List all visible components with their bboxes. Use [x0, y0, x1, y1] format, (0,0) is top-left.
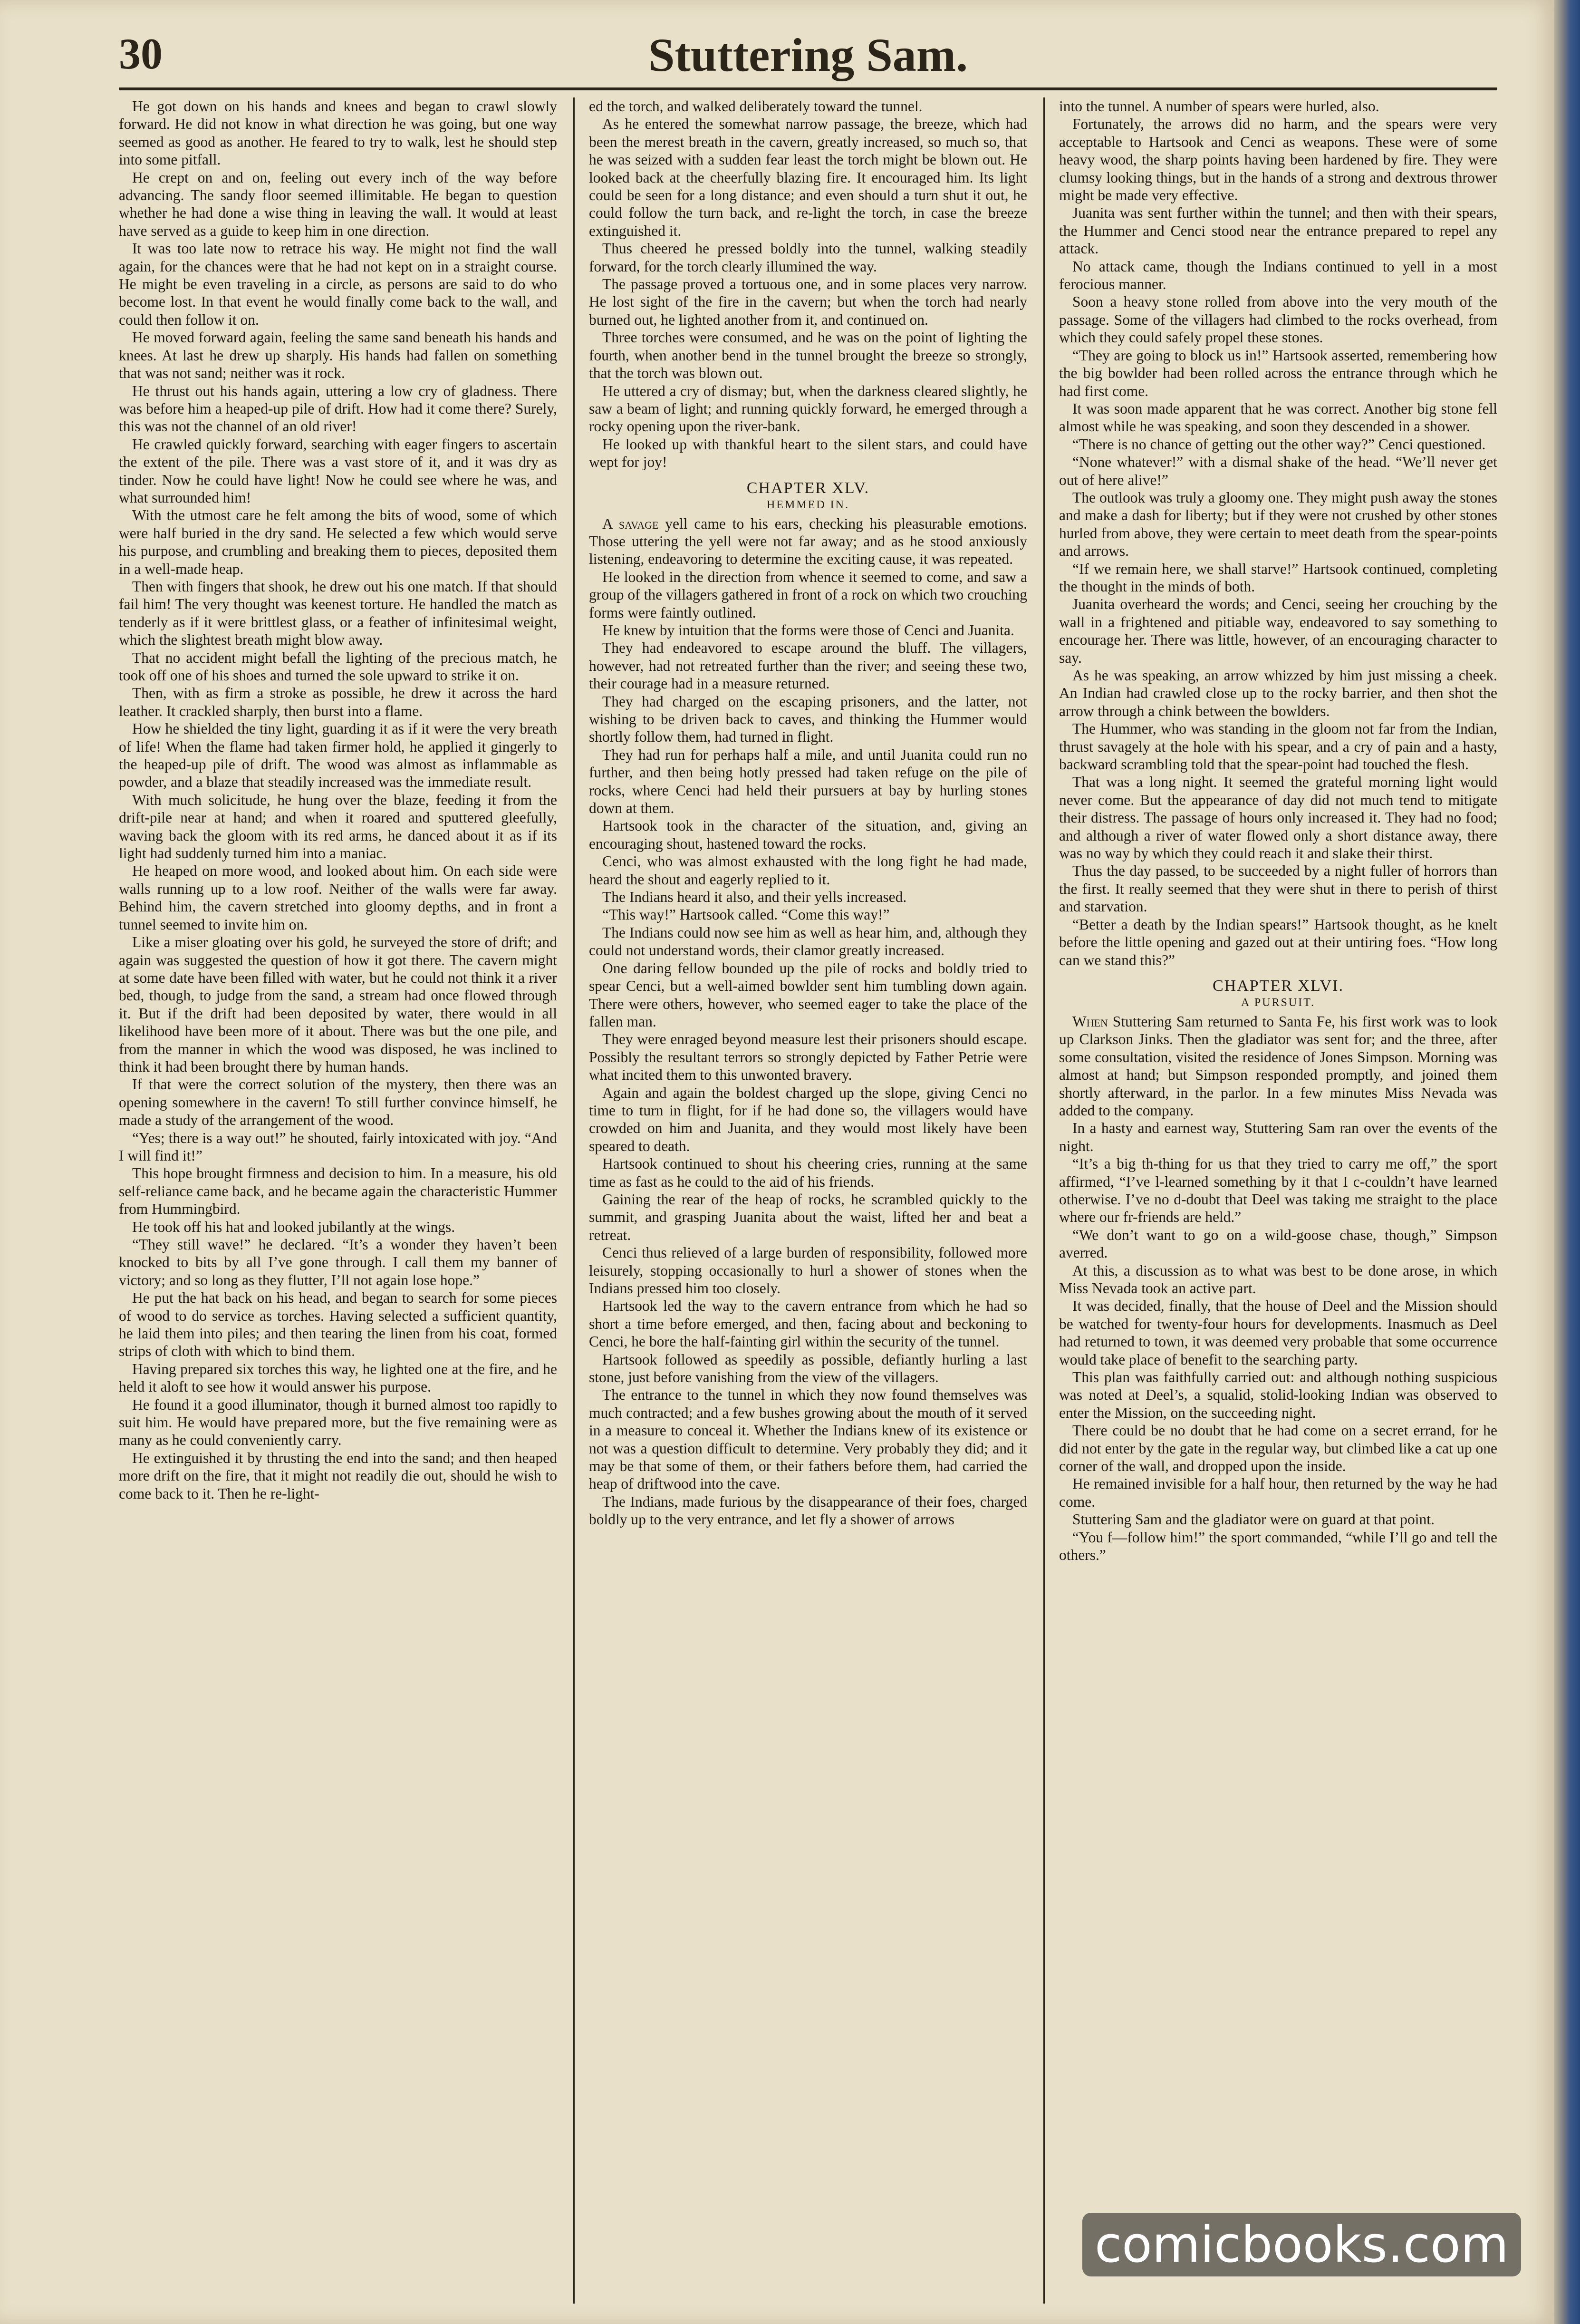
paragraph: Juanita overheard the words; and Cenci, seeing her crouching by the wall in a frightened and pitiable way, endeavored to say something to encourage her. There was little, however, of an encouraging character to say.	[1059, 596, 1497, 666]
paragraph: Stuttering Sam and the gladiator were on guard at that point.	[1072, 1511, 1435, 1528]
paragraph: The passage proved a tortuous one, and in some places very narrow. He lost sight of the fire in the cavern; but when the torch had nearly burned out, he lighted another from it, and continued on.	[589, 276, 1027, 328]
paragraph: He put the hat back on his head, and began to search for some pieces of wood to do service as torches. Having selected a sufficient quantity, he laid them into piles; and then tearing the linen from his coat, formed strips of cloth with which to bind them.	[119, 1289, 557, 1360]
paragraph: How he shielded the tiny light, guarding it as if it were the very breath of life! When the flame had taken firmer hold, he applied it gingerly to the heaped-up pile of drift. The wood was almost as inflammable as powder, and a blaze that steadily increased was the immediate result.	[119, 720, 557, 791]
paragraph: into the tunnel. A number of spears were hurled, also.	[1059, 98, 1379, 115]
paragraph: One daring fellow bounded up the pile of rocks and boldly tried to spear Cenci, but a well-aimed bowlder sent him tumbling down again. There were others, however, who seemed eager to take the place of the fallen man.	[589, 959, 1027, 1030]
paragraph: There could be no doubt that he had come on a secret errand, for he did not enter by the gate in the regular way, but climbed like a cat up one corner of the wall, and dropped upon the inside.	[1059, 1422, 1497, 1475]
paragraph: Soon a heavy stone rolled from above into the very mouth of the passage. Some of the villagers had climbed to the rocks overhead, from which they could safely propel these stones.	[1059, 293, 1497, 346]
paragraph: It was decided, finally, that the house of Deel and the Mission should be watched for twenty-four hours for developments. Inasmuch as Deel had returned to town, it was deemed very probable that some occurrence would take place of benefit to the searching party.	[1059, 1298, 1497, 1368]
paragraph: “They are going to block us in!” Hartsook asserted, remembering how the big bowlder had been rolled across the entrance through which he had first come.	[1059, 347, 1497, 399]
paragraph: “There is no chance of getting out the other way?” Cenci questioned.	[1072, 436, 1486, 453]
paragraph: “If we remain here, we shall starve!” Hartsook continued, completing the thought in the minds of both.	[1059, 560, 1497, 595]
paragraph: He got down on his hands and knees and began to crawl slowly forward. He did not know in what direction he was going, but one way seemed as good as another. He feared to try to walk, lest he should step into some pitfall.	[119, 98, 557, 168]
paragraph: He uttered a cry of dismay; but, when the darkness cleared slightly, he saw a beam of light; and running quickly forward, he emerged through a rocky opening upon the river-bank.	[589, 382, 1027, 435]
paragraph: They had charged on the escaping prisoners, and the latter, not wishing to be driven back to caves, and thinking the Hummer would shortly follow them, had turned in flight.	[589, 693, 1027, 746]
paragraph: “You f—follow him!” the sport commanded, “while I’ll go and tell the others.”	[1059, 1529, 1497, 1564]
paragraph: “We don’t want to go on a wild-goose chase, though,” Simpson averred.	[1059, 1226, 1497, 1261]
paragraph: “This way!” Hartsook called. “Come this way!”	[602, 906, 890, 923]
paragraph: “None whatever!” with a dismal shake of the head. “We’ll never get out of here alive!”	[1059, 454, 1497, 488]
page-header	[119, 24, 1497, 81]
paragraph: Then with fingers that shook, he drew out his one match. If that should fail him! The very thought was keenest torture. He handled the match as tenderly as if it were brittlest glass, or a feather of infinitesimal weight, which the slightest breath might blow away.	[119, 578, 557, 649]
paragraph: If that were the correct solution of the mystery, then there was an opening somewhere in the cavern! To still further convince himself, he made a study of the arrangement of the wood.	[119, 1076, 557, 1129]
chapter-heading: CHAPTER XLV.	[746, 479, 870, 497]
paragraph: The Indians could now see him as well as hear him, and, although they could not understand words, their clamor greatly increased.	[589, 924, 1027, 959]
paragraph: He remained invisible for a half hour, then returned by the way he had come.	[1059, 1475, 1497, 1510]
paragraph: This hope brought firmness and decision to him. In a measure, his old self-reliance came back, and he became again the characteristic Hummer from Hummingbird.	[119, 1165, 557, 1218]
paragraph: He crawled quickly forward, searching with eager fingers to ascertain the extent of the pile. There was a vast store of it, and it was dry as tinder. Now he could have light! Now he could see where he was, and what surrounded him!	[119, 436, 557, 506]
paragraph: He looked in the direction from whence it seemed to come, and saw a group of the villagers gathered in front of a rock on which two crouching forms were faintly outlined.	[589, 568, 1027, 621]
paragraph: The Indians, made furious by the disappearance of their foes, charged boldly up to the very entrance, and let fly a shower of arrows	[589, 1493, 1027, 1528]
paragraph: That was a long night. It seemed the grateful morning light would never come. But the appearance of day did not much tend to mitigate their distress. The passage of hours only increased it. They had no food; and although a river of water flowed only a short distance away, there was no way by which they could reach it and slake their thirst.	[1059, 774, 1497, 862]
paragraph: It was too late now to retrace his way. He might not find the wall again, for the chances were that he had not kept on in a straight course. He might be even traveling in a circle, as persons are said to do who become lost. In that event he would finally come back to the wall, and could then follow it on.	[119, 240, 557, 328]
paragraph: Gaining the rear of the heap of rocks, he scrambled quickly to the summit, and grasping Juanita about the waist, lifted her and beat a retreat.	[589, 1191, 1027, 1243]
header-rule	[119, 87, 1497, 90]
paragraph: “It’s a big th-thing for us that they tried to carry me off,” the sport affirmed, “I’ve l-learned something by it that I c-couldn’t have learned otherwise. I’ve no d-doubt that Deel was taking me straight to the place where our fr-friends are held.”	[1059, 1155, 1497, 1226]
paragraph	[1059, 1013, 1497, 1119]
paragraph: He heaped on more wood, and looked about him. On each side were walls running up to a low roof. Neither of the walls were far away. Behind him, the cavern stretched into gloomy depths, and in front a tunnel seemed to invite him on.	[119, 862, 557, 933]
paragraph: Thus the day passed, to be succeeded by a night fuller of horrors than the first. It really seemed that they were shut in there to perish of thirst and starvation.	[1059, 862, 1497, 915]
paragraph: In a hasty and earnest way, Stuttering Sam ran over the events of the night.	[1059, 1120, 1497, 1154]
paragraph: The Hummer, who was standing in the gloom not far from the Indian, thrust savagely at the hole with his spear, and a cry of pain and a hasty, backward scrambling told that the spear-point had touched the flesh.	[1059, 720, 1497, 773]
paragraph: Hartsook led the way to the cavern entrance from which he had so short a time before emerged, and then, facing about and beckoning to Cenci, he bore the half-fainting girl within the security of the tunnel.	[589, 1298, 1027, 1350]
running-title: Stuttering Sam.	[648, 29, 968, 81]
paragraph: He extinguished it by thrusting the end into the sand; and then heaped more drift on the fire, that it might not readily die out, should he wish to come back to it. Then he re-light-	[119, 1449, 557, 1502]
paragraph: As he entered the somewhat narrow passage, the breeze, which had been the merest breath in the cavern, greatly increased, so much so, that he was seized with a sudden fear least the torch might be blown out. He looked back at the cheerfully blazing fire. It encouraged him. Its light could be seen for a long distance; and even should a turn shut it out, he could follow the turn back, and re-light the torch, in case the breeze extinguished it.	[589, 116, 1027, 239]
paragraph: They were enraged beyond measure lest their prisoners should escape. Possibly the resultant terrors so strongly depicted by Father Petrie were what incited them to this unwonted bravery.	[589, 1031, 1027, 1084]
paragraph-text: Stuttering Sam returned to Santa Fe, his first work was to look up Clarkson Jinks. Then the gladiator was sent for; and the three, after some consultation, visited the residence of Jones Simpson. Morning was almost at hand; but Simpson responded promptly, and joined them shortly afterward, in the parlor. In a few minutes Miss Nevada was added to the company.	[1059, 1013, 1497, 1119]
column-left	[119, 97, 557, 2304]
column-right	[1043, 97, 1497, 2304]
paragraph: “They still wave!” he declared. “It’s a wonder they haven’t been knocked to bits by all I’ve gone through. I call them my banner of victory; and so long as they flutter, I’ll not again lose hope.”	[119, 1236, 557, 1288]
column-middle	[573, 97, 1027, 2304]
paragraph: Hartsook took in the character of the situation, and, giving an encouraging shout, hastened toward the rocks.	[589, 817, 1027, 852]
paragraph: Having prepared six torches this way, he lighted one at the fire, and he held it aloft to see how it would answer his purpose.	[119, 1360, 557, 1395]
paragraph: This plan was faithfully carried out: and although nothing suspicious was noted at Deel’s, a squalid, stolid-looking Indian was observed to enter the Mission, on the succeeding night.	[1059, 1369, 1497, 1421]
paragraph: He crept on and on, feeling out every inch of the way before advancing. The sandy floor seemed illimitable. He began to question whether he had done a wise thing in leaving the wall. It would at least have served as a guide to keep him in one direction.	[119, 169, 557, 239]
paragraph: As he was speaking, an arrow whizzed by him just missing a cheek. An Indian had crawled close up to the rocky barrier, and then shot the arrow through a chink between the bowlders.	[1059, 667, 1497, 719]
paragraph: With the utmost care he felt among the bits of wood, some of which were half buried in the dry sand. He selected a few which would serve his purpose, and crumbling and breaking them to pieces, deposited them in a well-made heap.	[119, 507, 557, 577]
paragraph: Three torches were consumed, and he was on the point of lighting the fourth, when another bend in the tunnel brought the breeze so strongly, that the torch was blown out.	[589, 329, 1027, 382]
chapter-subtitle: HEMMED IN.	[767, 498, 849, 511]
paragraph: Cenci thus relieved of a large burden of responsibility, followed more leisurely, stopping occasionally to hurl a shower of stones when the Indians pressed him too closely.	[589, 1244, 1027, 1297]
paragraph: He thrust out his hands again, uttering a low cry of gladness. There was before him a heaped-up pile of drift. How had it come there? Surely, this was not the channel of an old river!	[119, 382, 557, 435]
paragraph: “Yes; there is a way out!” he shouted, fairly intoxicated with joy. “And I will find it!”	[119, 1129, 557, 1164]
paragraph: Thus cheered he pressed boldly into the tunnel, walking steadily forward, for the torch clearly illumined the way.	[589, 240, 1027, 275]
paragraph: He took off his hat and looked jubilantly at the wings.	[132, 1218, 455, 1235]
paragraph: The entrance to the tunnel in which they now found themselves was much contracted; and a few bushes growing about the mouth of it served in a measure to conceal it. Whether the Indians knew of its existence or not was a question difficult to determine. Very probably they did; and it may be that some of them, or their fathers before them, had carried the heap of driftwood into the cave.	[589, 1386, 1027, 1492]
paragraph: They had endeavored to escape around the bluff. The villagers, however, had not retreated further than the river; and seeing these two, their courage had in a measure returned.	[589, 639, 1027, 692]
paragraph: Fortunately, the arrows did no harm, and the spears were very acceptable to Hartsook and Cenci as weapons. These were of some heavy wood, the sharp points having been hardened by fire. They were clumsy looking things, but in the hands of a strong and dextrous thrower might be made very effective.	[1059, 116, 1497, 204]
chapter-heading: CHAPTER XLVI.	[1213, 977, 1344, 995]
page-number: 30	[119, 29, 163, 78]
paragraph-text: yell came to his ears, checking his pleasurable emotions. Those uttering the yell were not far away; and as he stood anxiously listening, endeavoring to determine the exciting cause, it was repeated.	[589, 515, 1027, 568]
paragraph: He knew by intuition that the forms were those of Cenci and Juanita.	[602, 621, 1014, 639]
paragraph: Then, with as firm a stroke as possible, he drew it across the hard leather. It crackled sharply, then burst into a flame.	[119, 685, 557, 719]
lead-in: A savage	[602, 515, 659, 532]
watermark-logo: comicbooks.com	[1082, 2213, 1521, 2276]
paragraph: At this, a discussion as to what was best to be done arose, in which Miss Nevada took an active part.	[1059, 1262, 1497, 1297]
paragraph: Hartsook followed as speedily as possible, defiantly hurling a last stone, just before vanishing from the view of the villagers.	[589, 1351, 1027, 1386]
paragraph: Juanita was sent further within the tunnel; and then with their spears, the Hummer and Cenci stood near the entrance prepared to repel any attack.	[1059, 204, 1497, 257]
paragraph: It was soon made apparent that he was correct. Another big stone fell almost while he was speaking, and soon they descended in a shower.	[1059, 400, 1497, 435]
paragraph: “Better a death by the Indian spears!” Hartsook thought, as he knelt before the little opening and gazed out at their untiring foes. “How long can we stand this?”	[1059, 916, 1497, 968]
scan-edge	[1554, 0, 1580, 2324]
paragraph: They had run for perhaps half a mile, and until Juanita could run no further, and then being hotly pressed had taken refuge on the pile of rocks, where Cenci had held their pursuers at bay by hurling stones down at them.	[589, 746, 1027, 817]
paragraph: He looked up with thankful heart to the silent stars, and could have wept for joy!	[589, 436, 1027, 471]
lead-in: When	[1072, 1013, 1108, 1030]
paragraph: Like a miser gloating over his gold, he surveyed the store of drift; and again was suggested the question of how it got there. The cavern might at some date have been filled with water, but he could not think it a river bed, though, to judge from the sand, a stream had once flowed through it. But if the drift had been deposited by water, there would in all likelihood have been more of it about. There was but the one pile, and from the manner in which the wood was disposed, he was inclined to think it had been brought there by human hands.	[119, 934, 557, 1075]
paragraph: Again and again the boldest charged up the slope, giving Cenci no time to turn in flight, for if he had done so, the villagers would have crowded on him and Juanita, and they would most likely have been speared to death.	[589, 1084, 1027, 1154]
chapter-subtitle: A PURSUIT.	[1241, 996, 1316, 1009]
paragraph: The Indians heard it also, and their yells increased.	[602, 889, 907, 906]
paragraph: ed the torch, and walked deliberately toward the tunnel.	[589, 98, 923, 115]
paragraph: That no accident might befall the lighting of the precious match, he took off one of his shoes and turned the sole upward to strike it on.	[119, 649, 557, 684]
paragraph: Hartsook continued to shout his cheering cries, running at the same time as fast as he could to the aid of his friends.	[589, 1155, 1027, 1190]
text-columns	[119, 97, 1497, 2304]
paragraph: He found it a good illuminator, though it burned almost too rapidly to suit him. He would have prepared more, but the five remaining were as many as he could conveniently carry.	[119, 1396, 557, 1449]
paragraph: He moved forward again, feeling the same sand beneath his hands and knees. At last he drew up sharply. His hands had fallen on something that was not sand; neither was it rock.	[119, 329, 557, 382]
paragraph: The outlook was truly a gloomy one. They might push away the stones and make a dash for liberty; but if they were not crushed by other stones hurled from above, they were certain to meet death from the spear-points and arrows.	[1059, 489, 1497, 560]
paragraph: With much solicitude, he hung over the blaze, feeding it from the drift-pile near at hand; and when it roared and sputtered gleefully, waving back the gloom with its red arms, he danced about it as if its light had suddenly turned him into a maniac.	[119, 791, 557, 862]
paragraph: No attack came, though the Indians continued to yell in a most ferocious manner.	[1059, 258, 1497, 293]
paragraph: Cenci, who was almost exhausted with the long fight he had made, heard the shout and eagerly replied to it.	[589, 853, 1027, 888]
paragraph	[589, 515, 1027, 568]
